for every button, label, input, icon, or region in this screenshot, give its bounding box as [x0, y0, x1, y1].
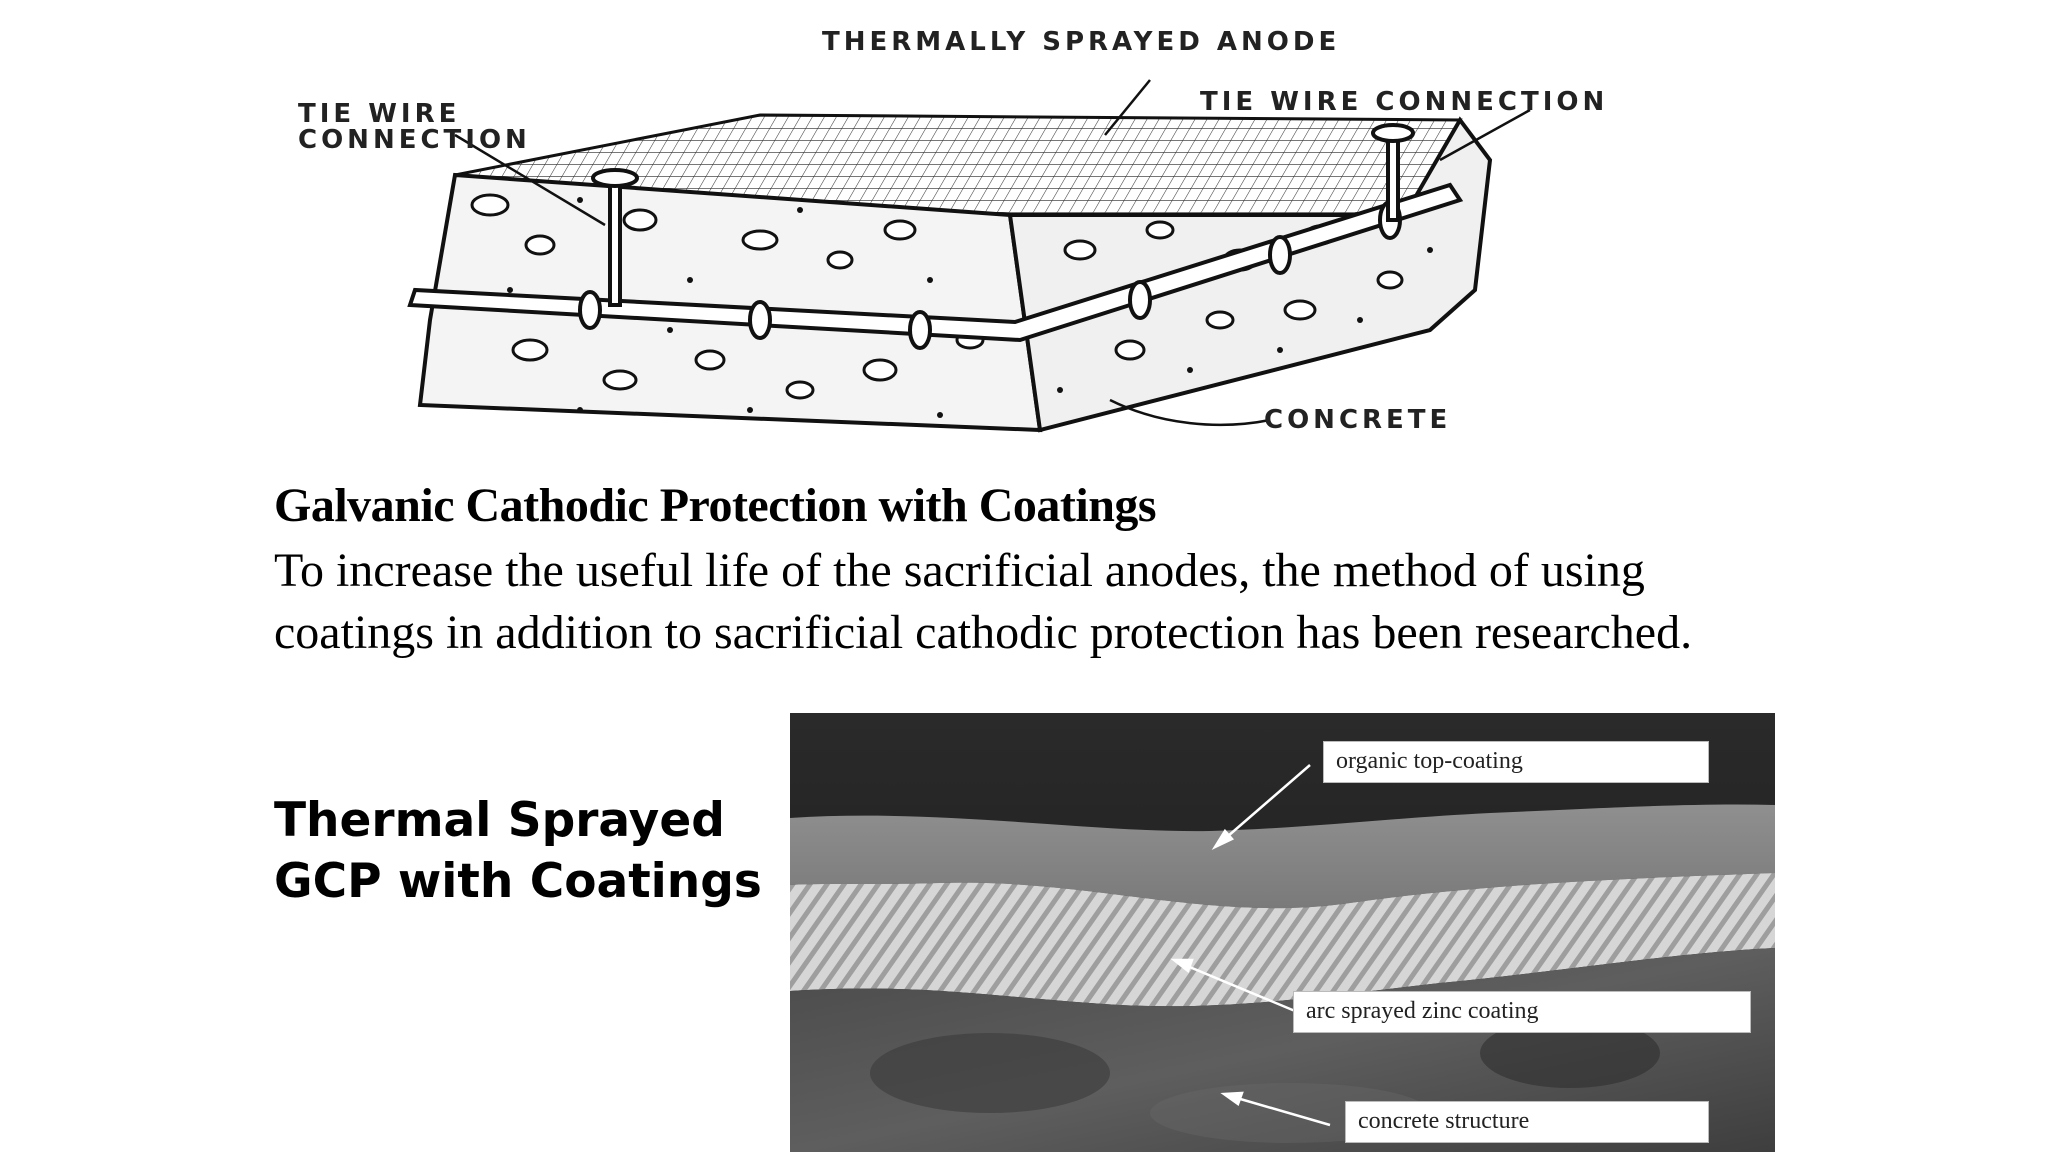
- organic-top-coating-label: organic top-coating: [1323, 741, 1709, 783]
- subheading-line2: GCP with Coatings: [274, 854, 762, 909]
- subheading: [274, 790, 762, 912]
- tie-wire-connection-left-label-line2: CONNECTION: [298, 125, 531, 155]
- arc-sprayed-zinc-coating-label: arc sprayed zinc coating: [1293, 991, 1751, 1033]
- concrete-structure-label: concrete structure: [1345, 1101, 1709, 1143]
- coating-cross-section-photo: [790, 713, 1775, 1152]
- tie-wire-connection-left-label-line1: TIE WIRE: [298, 99, 461, 129]
- concrete-label: CONCRETE: [1264, 405, 1452, 435]
- subheading-line1: Thermal Sprayed: [274, 793, 725, 848]
- tie-wire-connection-right-label: TIE WIRE CONNECTION: [1200, 87, 1609, 117]
- thermally-sprayed-anode-label: THERMALLY SPRAYED ANODE: [822, 27, 1341, 57]
- section-body: To increase the useful life of the sacrificial anodes, the method of using coatings in addition to sacrificial cathodic protection has been researched.: [274, 544, 1693, 659]
- section-heading: Galvanic Cathodic Protection with Coatings: [274, 479, 1157, 532]
- anode-schematic-diagram: [280, 20, 1710, 450]
